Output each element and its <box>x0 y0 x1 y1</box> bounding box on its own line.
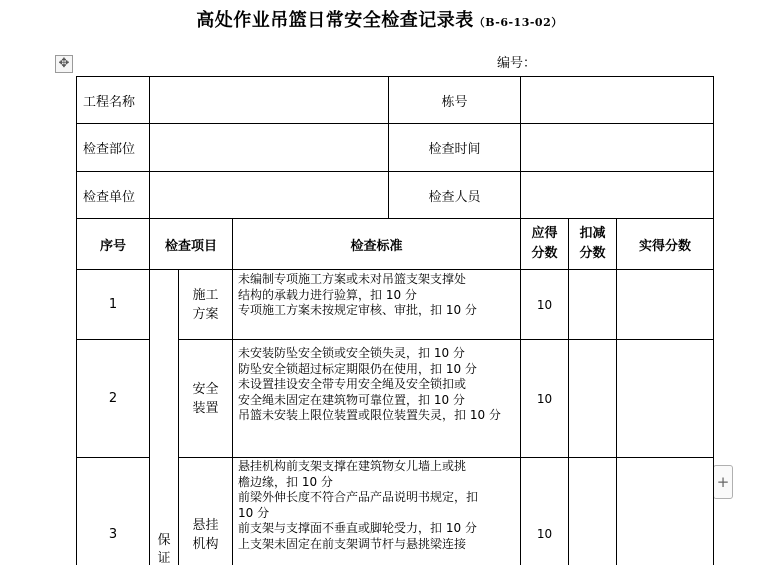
table-row-1-deduct-field[interactable] <box>569 270 616 339</box>
col-header-item: 检查项目 <box>164 238 217 254</box>
table-row-1-no: 1 <box>108 297 118 312</box>
table-row-3-item <box>179 458 232 565</box>
inspect-unit-field[interactable] <box>150 172 388 218</box>
row-2-item-line1: 安全 <box>192 381 219 397</box>
col-header-deduct-line1: 扣减 <box>579 226 606 241</box>
inspect-dept-field[interactable] <box>150 124 388 171</box>
table-row-1-actual-field[interactable] <box>617 270 713 339</box>
col-header-seq: 序号 <box>99 238 126 254</box>
page-title <box>0 6 759 32</box>
row-3-std-line2: 檐边缘，扣 10 分 <box>238 474 333 489</box>
row-1-std-line1: 未编制专项施工方案或未对吊篮支架支撑处 <box>238 272 467 286</box>
inspect-dept-label: 检查部位 <box>83 142 136 157</box>
col-header-standard: 检查标准 <box>350 238 403 254</box>
form-code: （B-6-13-02） <box>473 16 563 29</box>
row-1-std-line2: 结构的承载力进行验算，扣 10 分 <box>238 287 417 302</box>
row-1-item-line2: 方案 <box>192 306 219 322</box>
building-no-field[interactable] <box>521 77 713 123</box>
row-3-std-line5: 前支架与支撑面不垂直或脚轮受力，扣 10 分 <box>238 521 477 535</box>
row-2-std-line4: 安全绳未固定在建筑物可靠位置，扣 10 分 <box>238 392 465 407</box>
table-row-2-due: 10 <box>536 391 553 406</box>
row-1-std-line3: 专项施工方案未按规定审核、审批，扣 10 分 <box>238 303 477 317</box>
col-header-due <box>521 219 568 269</box>
row-3-std-line4: 10 分 <box>238 505 270 520</box>
inspect-time-label: 检查时间 <box>428 142 481 157</box>
row-3-std-line6: 上支架未固定在前支架调节杆与悬挑梁连接 <box>238 536 467 551</box>
table-row-3-deduct-field[interactable] <box>569 458 616 565</box>
row-3-std-line3: 前梁外伸长度不符合产品产品说明书规定，扣 <box>238 490 479 504</box>
row-2-std-line3: 未设置挂设安全带专用安全绳及安全锁扣或 <box>238 377 467 391</box>
project-name-field[interactable] <box>150 77 388 123</box>
inspector-label: 检查人员 <box>428 189 481 205</box>
table-row-3-due: 10 <box>536 527 553 541</box>
category-line2: 证 <box>157 551 171 566</box>
col-header-actual: 实得分数 <box>638 238 691 254</box>
row-2-std-line5: 吊篮未安装上限位装置或限位装置失灵，扣 10 分 <box>238 408 501 422</box>
row-3-item-line1: 悬挂 <box>192 518 219 533</box>
row-2-std-line1: 未安装防坠安全锁或安全锁失灵，扣 10 分 <box>238 346 465 360</box>
row-3-item-line2: 机构 <box>192 537 219 552</box>
table-row-3-actual-field[interactable] <box>617 458 713 565</box>
inspect-unit-label: 检查单位 <box>83 189 136 205</box>
table-row-2-actual-field[interactable] <box>617 340 713 457</box>
row-2-item-line2: 装置 <box>192 400 219 416</box>
building-no-label: 栋号 <box>441 94 468 110</box>
row-1-item-line1: 施工 <box>192 287 219 303</box>
inspector-field[interactable] <box>521 172 713 218</box>
add-row-button[interactable]: + <box>713 465 733 499</box>
col-header-deduct-line2: 分数 <box>579 246 606 261</box>
table-row-2-no: 2 <box>108 391 118 406</box>
table-row-1-item <box>179 270 232 339</box>
table-row-3-no: 3 <box>108 527 118 542</box>
serial-number-label: 编号： <box>497 56 537 71</box>
title-text: 高处作业吊篮日常安全检查记录表 <box>196 10 474 31</box>
table-row-2-item <box>179 340 232 457</box>
table-row-2-deduct-field[interactable] <box>569 340 616 457</box>
table-row-3-standard <box>233 459 520 565</box>
row-3-std-line1: 悬挂机构前支架支撑在建筑物女儿墙上或挑 <box>238 459 467 473</box>
project-name-label: 工程名称 <box>83 94 136 110</box>
inspect-time-field[interactable] <box>521 124 713 171</box>
table-move-handle-icon[interactable]: ✥ <box>55 55 73 73</box>
category-label <box>157 532 171 568</box>
row-2-std-line2: 防坠安全锁超过标定期限仍在使用，扣 10 分 <box>238 361 477 376</box>
col-header-due-line2: 分数 <box>531 246 558 261</box>
col-header-due-line1: 应得 <box>531 226 558 241</box>
table-row-1-due: 10 <box>536 297 553 312</box>
col-header-deduct <box>569 219 616 269</box>
table-row-1-standard <box>233 272 520 339</box>
category-line1: 保 <box>157 533 171 548</box>
table-row-2-standard <box>233 346 520 457</box>
